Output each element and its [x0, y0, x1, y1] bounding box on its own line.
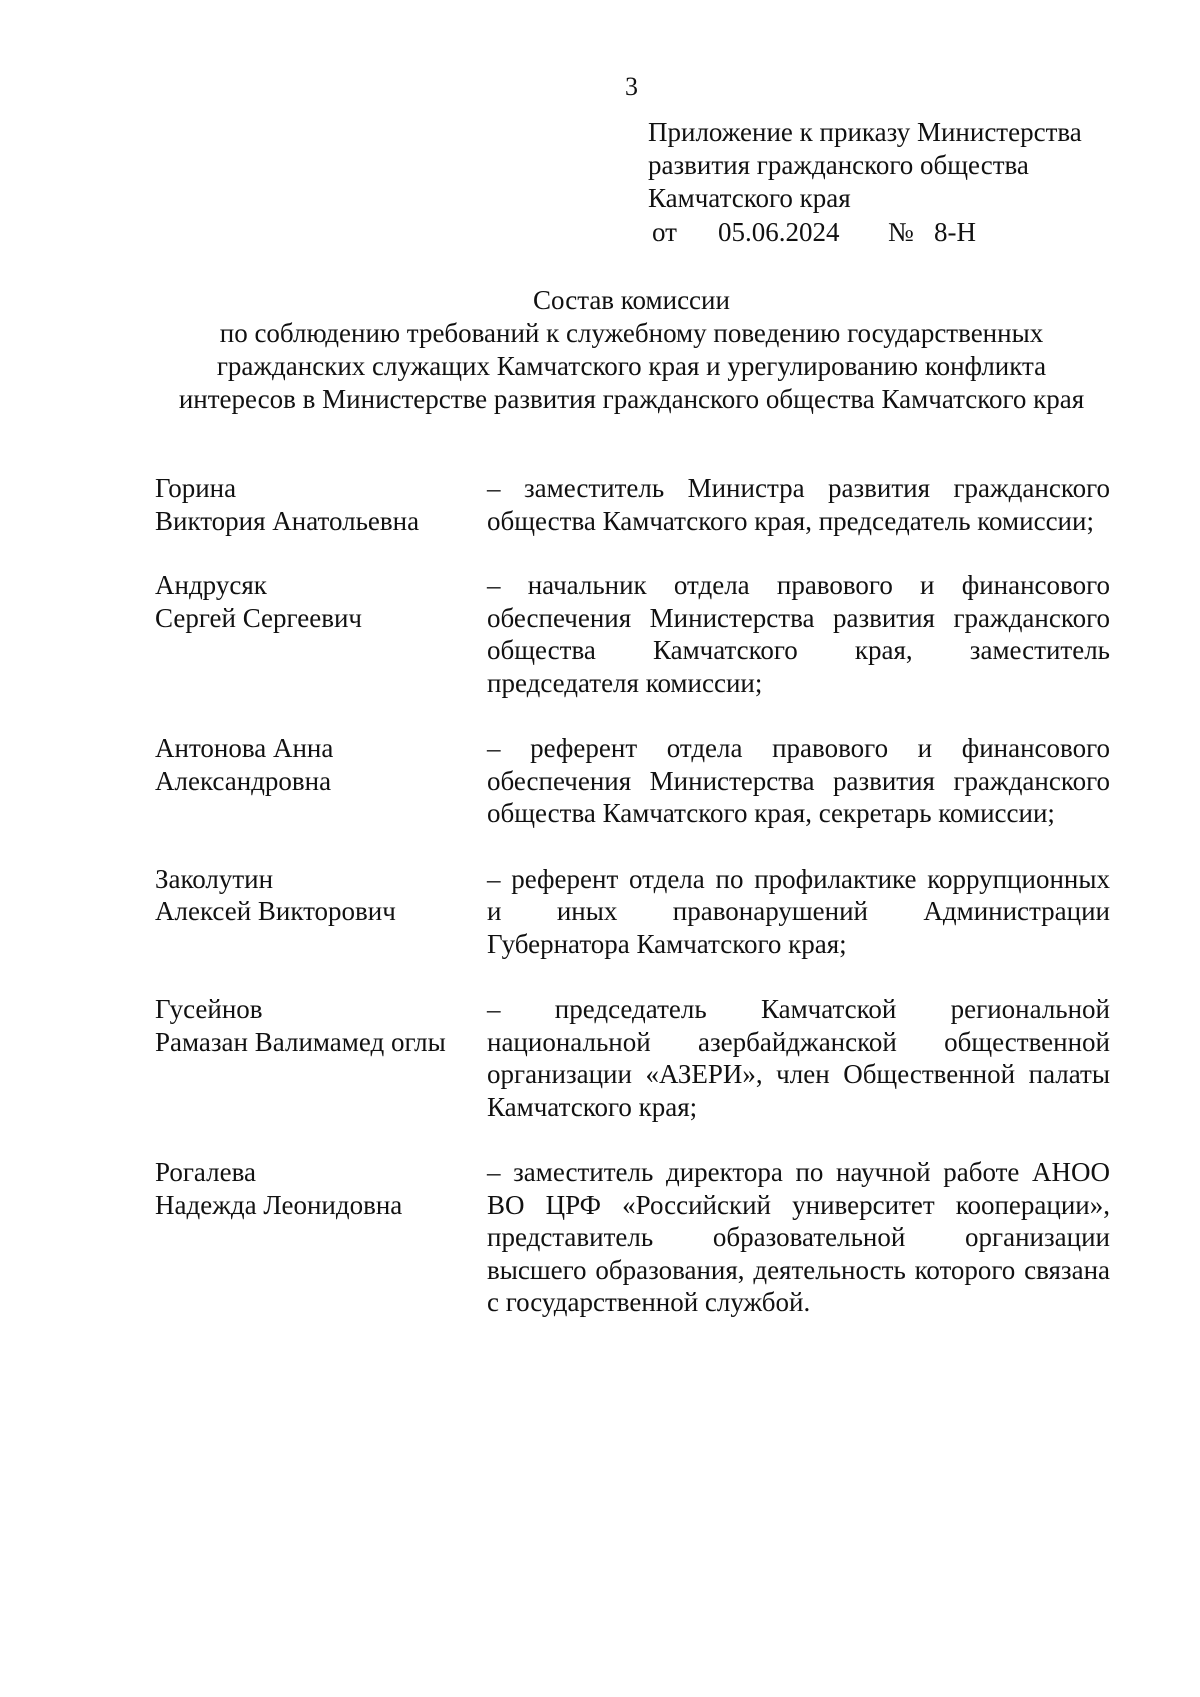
member-entry — [155, 472, 1110, 537]
appendix-header — [648, 116, 1082, 249]
member-role: – референт отдела правового и финансового обеспечения Министерства развития гражданского общества Камчатского края, секретарь комиссии; — [487, 733, 1110, 828]
member-surname: Андрусяк — [155, 570, 267, 600]
member-name — [155, 569, 487, 699]
appendix-line-2: развития гражданского общества — [648, 150, 1029, 180]
title-line-4: интересов в Министерстве развития гражданского общества Камчатского края — [178, 384, 1085, 414]
member-role: – начальник отдела правового и финансового обеспечения Министерства развития гражданского общества Камчатского края, заместитель председателя комиссии; — [487, 570, 1110, 698]
member-given-names: Алексей Викторович — [155, 896, 396, 926]
member-entry — [155, 569, 1110, 699]
member-entry — [155, 1156, 1110, 1319]
title-line-1: Состав комиссии — [533, 285, 730, 315]
member-entry — [155, 993, 1110, 1123]
document-title — [0, 284, 1200, 416]
commission-members-list — [155, 472, 1110, 1319]
member-entry — [155, 863, 1110, 961]
order-details — [648, 216, 1082, 249]
member-surname: Рогалева — [155, 1157, 256, 1187]
member-name — [155, 993, 487, 1123]
member-role: – заместитель Министра развития гражданского общества Камчатского края, председатель комиссии; — [487, 473, 1110, 536]
member-given-names: Сергей Сергеевич — [155, 602, 363, 633]
order-number: 8-Н — [934, 217, 976, 247]
page-number: 3 — [625, 72, 638, 101]
member-entry — [155, 732, 1110, 830]
title-line-2: по соблюдению требований к служебному поведению государственных — [219, 318, 1044, 348]
member-given-names: Надежда Леонидовна — [155, 1189, 403, 1220]
member-given-names: Рамазан Валимамед оглы — [155, 1026, 446, 1057]
member-given-names: Виктория Анатольевна — [155, 505, 420, 536]
member-surname: Антонова Анна — [155, 733, 334, 763]
member-name — [155, 1156, 487, 1319]
member-name — [155, 472, 487, 537]
member-role: – референт отдела по профилактике коррупционных и иных правонарушений Администрации Губернатора Камчатского края; — [487, 863, 1110, 959]
member-role: – заместитель директора по научной работе АНОО ВО ЦРФ «Российский университет кооперации», представитель образовательной организации высшего образования, деятельность которого связана с государственной службой. — [487, 1157, 1110, 1317]
member-role: – председатель Камчатской региональной национальной азербайджанской общественной организации «АЗЕРИ», член Общественной палаты Камчатского края; — [487, 994, 1110, 1122]
member-given-names: Александровна — [155, 765, 332, 796]
member-name — [155, 732, 487, 830]
order-date: 05.06.2024 — [718, 217, 840, 247]
order-number-label: № — [888, 217, 914, 247]
appendix-line-1: Приложение к приказу Министерства — [648, 117, 1082, 147]
order-date-label: от — [652, 217, 677, 247]
member-surname: Гусейнов — [155, 994, 263, 1024]
member-name — [155, 863, 487, 961]
appendix-line-3: Камчатского края — [648, 183, 851, 213]
member-surname: Заколутин — [155, 863, 274, 894]
member-surname: Горина — [155, 473, 237, 503]
title-line-3: гражданских служащих Камчатского края и урегулированию конфликта — [216, 351, 1047, 381]
